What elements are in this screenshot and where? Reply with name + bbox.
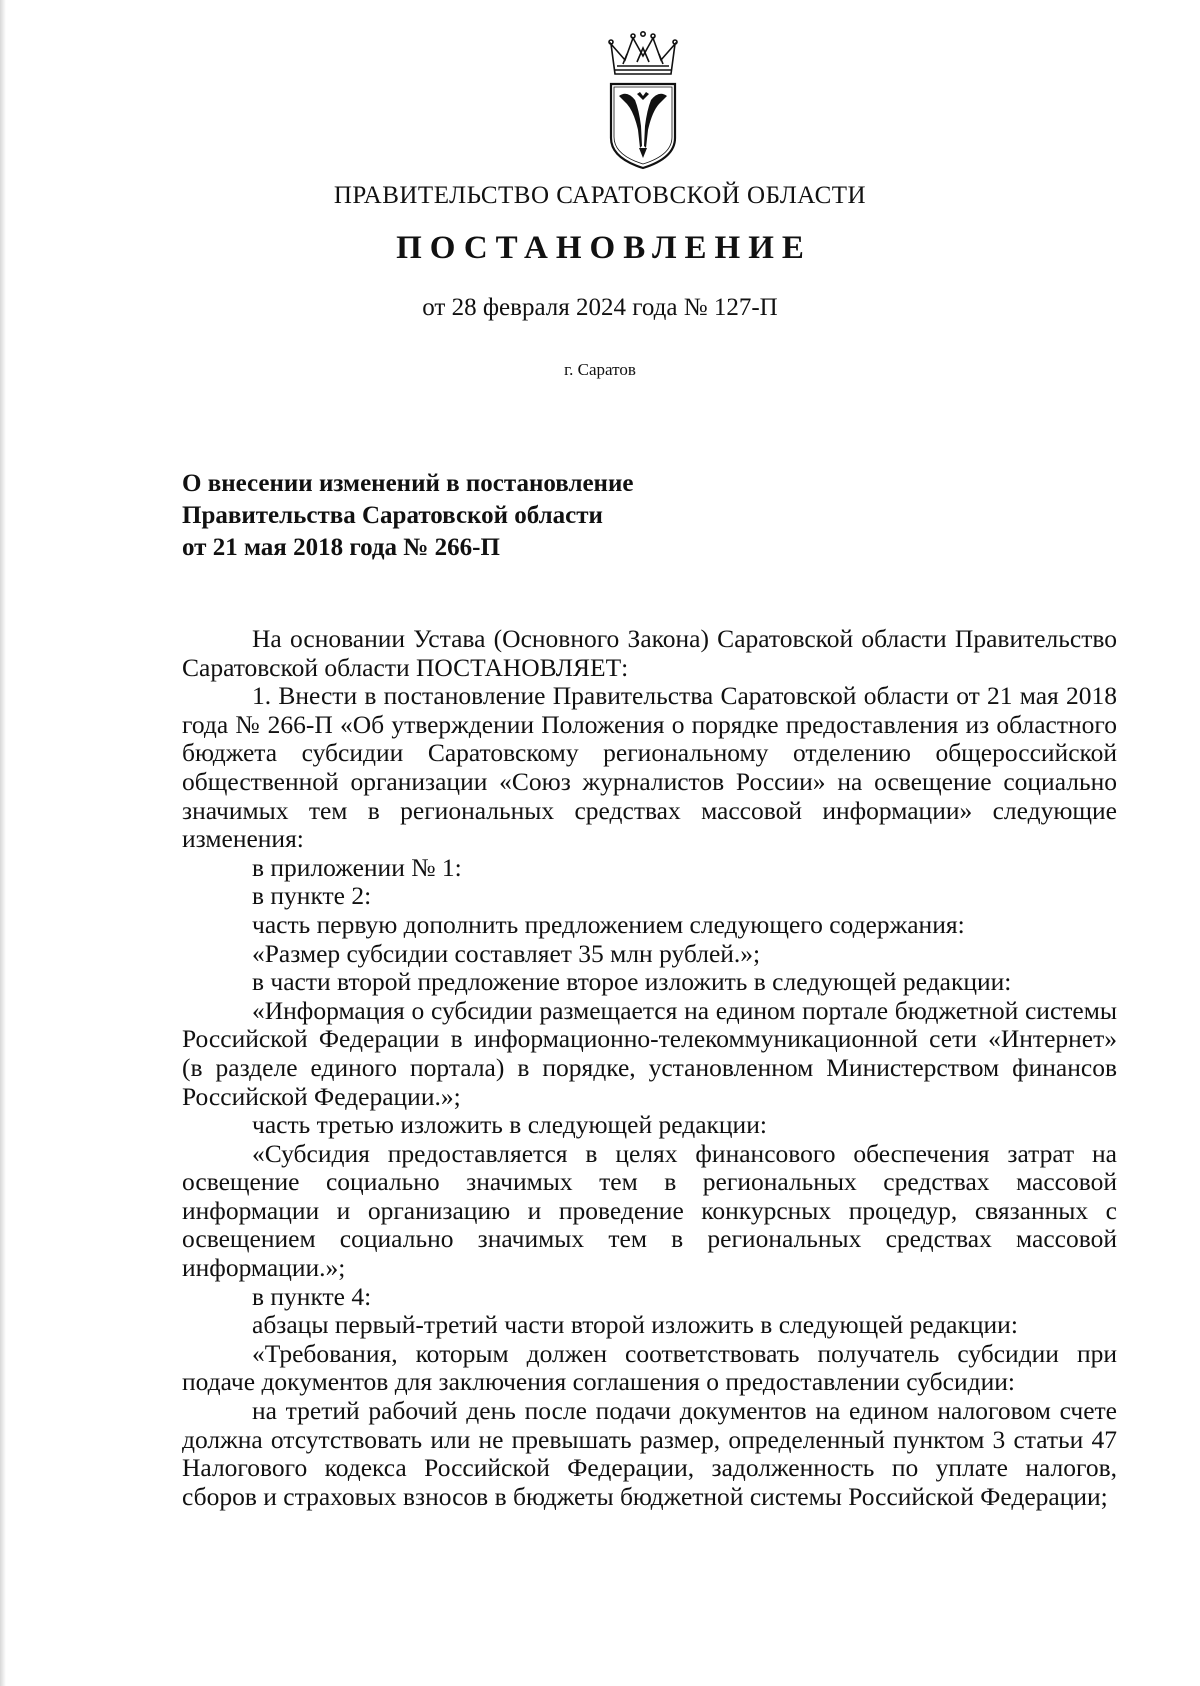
document-date-number: от 28 февраля 2024 года № 127-П (422, 294, 778, 321)
document-city: г. Саратов (564, 360, 636, 379)
body-paragraph: На основании Устава (Основного Закона) Саратовской области Правительство Саратовской области ПОСТАНОВЛЯЕТ: (182, 624, 1117, 682)
subject-line: О внесении изменений в постановление (182, 470, 634, 497)
body-paragraph: «Размер субсидии составляет 35 млн рублей.»; (252, 938, 761, 968)
subject-line: Правительства Саратовской области (182, 502, 603, 529)
body-paragraph: в части второй предложение второе изложить в следующей редакции: (252, 967, 1012, 997)
body-paragraph: «Информация о субсидии размещается на едином портале бюджетной системы Российской Федерации в информационно-телекоммуникационной сети «Интернет» (в разделе единого портала) в порядке, установленном Министерством финансов Российской Федерации.»; (182, 995, 1117, 1111)
body-paragraph: 1. Внести в постановление Правительства Саратовской области от 21 мая 2018 года № 266-П «Об утверждении Положения о порядке предоставления из областного бюджета субсидии Саратовскому региональному отделению общероссийской общественной организации «Союз журналистов России» на освещение социально значимых тем в региональных средствах массовой информации» следующие изменения: (182, 681, 1117, 854)
body-paragraph: в приложении № 1: (252, 852, 462, 882)
body-paragraph: часть третью изложить в следующей редакции: (252, 1110, 767, 1140)
body-paragraph: абзацы первый-третий части второй изложить в следующей редакции: (252, 1310, 1018, 1340)
body-paragraph: на третий рабочий день после подачи документов на едином налоговом счете должна отсутствовать или не превышать размер, определенный пунктом 3 статьи 47 Налогового кодекса Российской Федерации, задолженность по уплате налогов, сборов и страховых взносов в бюджеты бюджетной системы Российской Федерации; (182, 1396, 1117, 1511)
body-paragraph: в пункте 4: (252, 1281, 372, 1311)
document-subject (182, 468, 633, 564)
subject-line: от 21 мая 2018 года № 266-П (182, 534, 500, 561)
body-paragraph: в пункте 2: (252, 881, 372, 911)
document-type-title: ПОСТАНОВЛЕНИЕ (396, 230, 812, 266)
document-body (182, 625, 1117, 1511)
body-paragraph: часть первую дополнить предложением следующего содержания: (252, 909, 965, 939)
saratov-coat-of-arms-icon (603, 30, 683, 170)
body-paragraph: «Субсидия предоставляется в целях финансового обеспечения затрат на освещение социально значимых тем в региональных средствах массовой информации и организацию и проведение конкурсных процедур, связанных с освещением социально значимых тем в региональных средствах массовой информации.»; (182, 1138, 1117, 1283)
body-paragraph: «Требования, которым должен соответствовать получатель субсидии при подаче документов для заключения соглашения о предоставлении субсидии: (182, 1338, 1117, 1397)
organization-name: ПРАВИТЕЛЬСТВО САРАТОВСКОЙ ОБЛАСТИ (333, 182, 867, 209)
